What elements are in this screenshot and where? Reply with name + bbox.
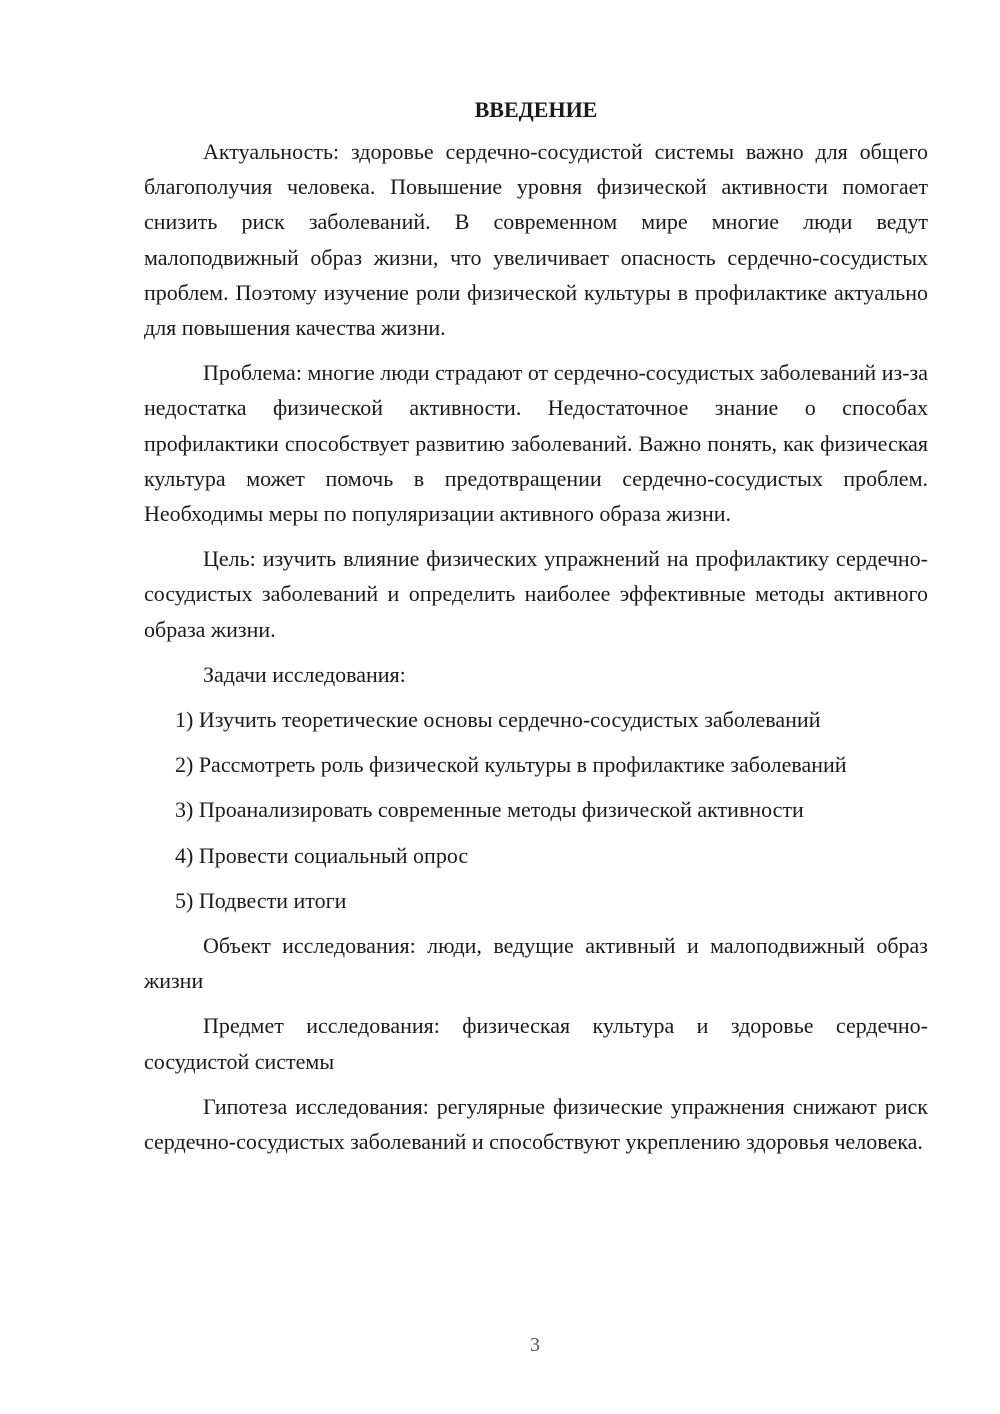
paragraph-relevance: Актуальность: здоровье сердечно-сосудистой системы важно для общего благополучия человека. Повышение уровня физической активности помогает снизить риск заболеваний. В современном мире многие люди ведут малоподвижный образ жизни, что увеличивает опасность сердечно-сосудистых проблем. Поэтому изучение роли физической культуры в профилактике актуально для повышения качества жизни. [144, 139, 928, 341]
paragraph-goal: Цель: изучить влияние физических упражнений на профилактику сердечно-сосудистых заболеваний и определить наиболее эффективные методы активного образа жизни. [144, 546, 928, 642]
task-item-1: 1) Изучить теоретические основы сердечно-сосудистых заболеваний [175, 707, 821, 733]
paragraph-problem: Проблема: многие люди страдают от сердечно-сосудистых заболеваний из-за недостатка физической активности. Недостаточное знание о способах профилактики способствует развитию заболеваний. Важно понять, как физическая культура может помочь в предотвращении сердечно-сосудистых проблем. Необходимы меры по популяризации активного образа жизни. [144, 360, 928, 527]
task-item-5: 5) Подвести итоги [175, 887, 347, 913]
tasks-list [144, 702, 928, 918]
page-number: 3 [530, 1334, 540, 1356]
page-content [144, 98, 928, 1159]
paragraph-subject: Предмет исследования: физическая культура и здоровье сердечно-сосудистой системы [144, 1013, 928, 1074]
task-item-2: 2) Рассмотреть роль физической культуры в профилактике заболеваний [175, 752, 847, 778]
task-item-4: 4) Провести социальный опрос [175, 842, 469, 868]
paragraph-hypothesis: Гипотеза исследования: регулярные физические упражнения снижают риск сердечно-сосудистых заболеваний и способствуют укреплению здоровья человека. [144, 1093, 928, 1155]
tasks-title: Задачи исследования: [203, 661, 406, 687]
page-heading: ВВЕДЕНИЕ [474, 97, 598, 122]
task-item-3: 3) Проанализировать современные методы физической активности [175, 797, 804, 823]
paragraph-object: Объект исследования: люди, ведущие активный и малоподвижный образ жизни [144, 933, 928, 994]
